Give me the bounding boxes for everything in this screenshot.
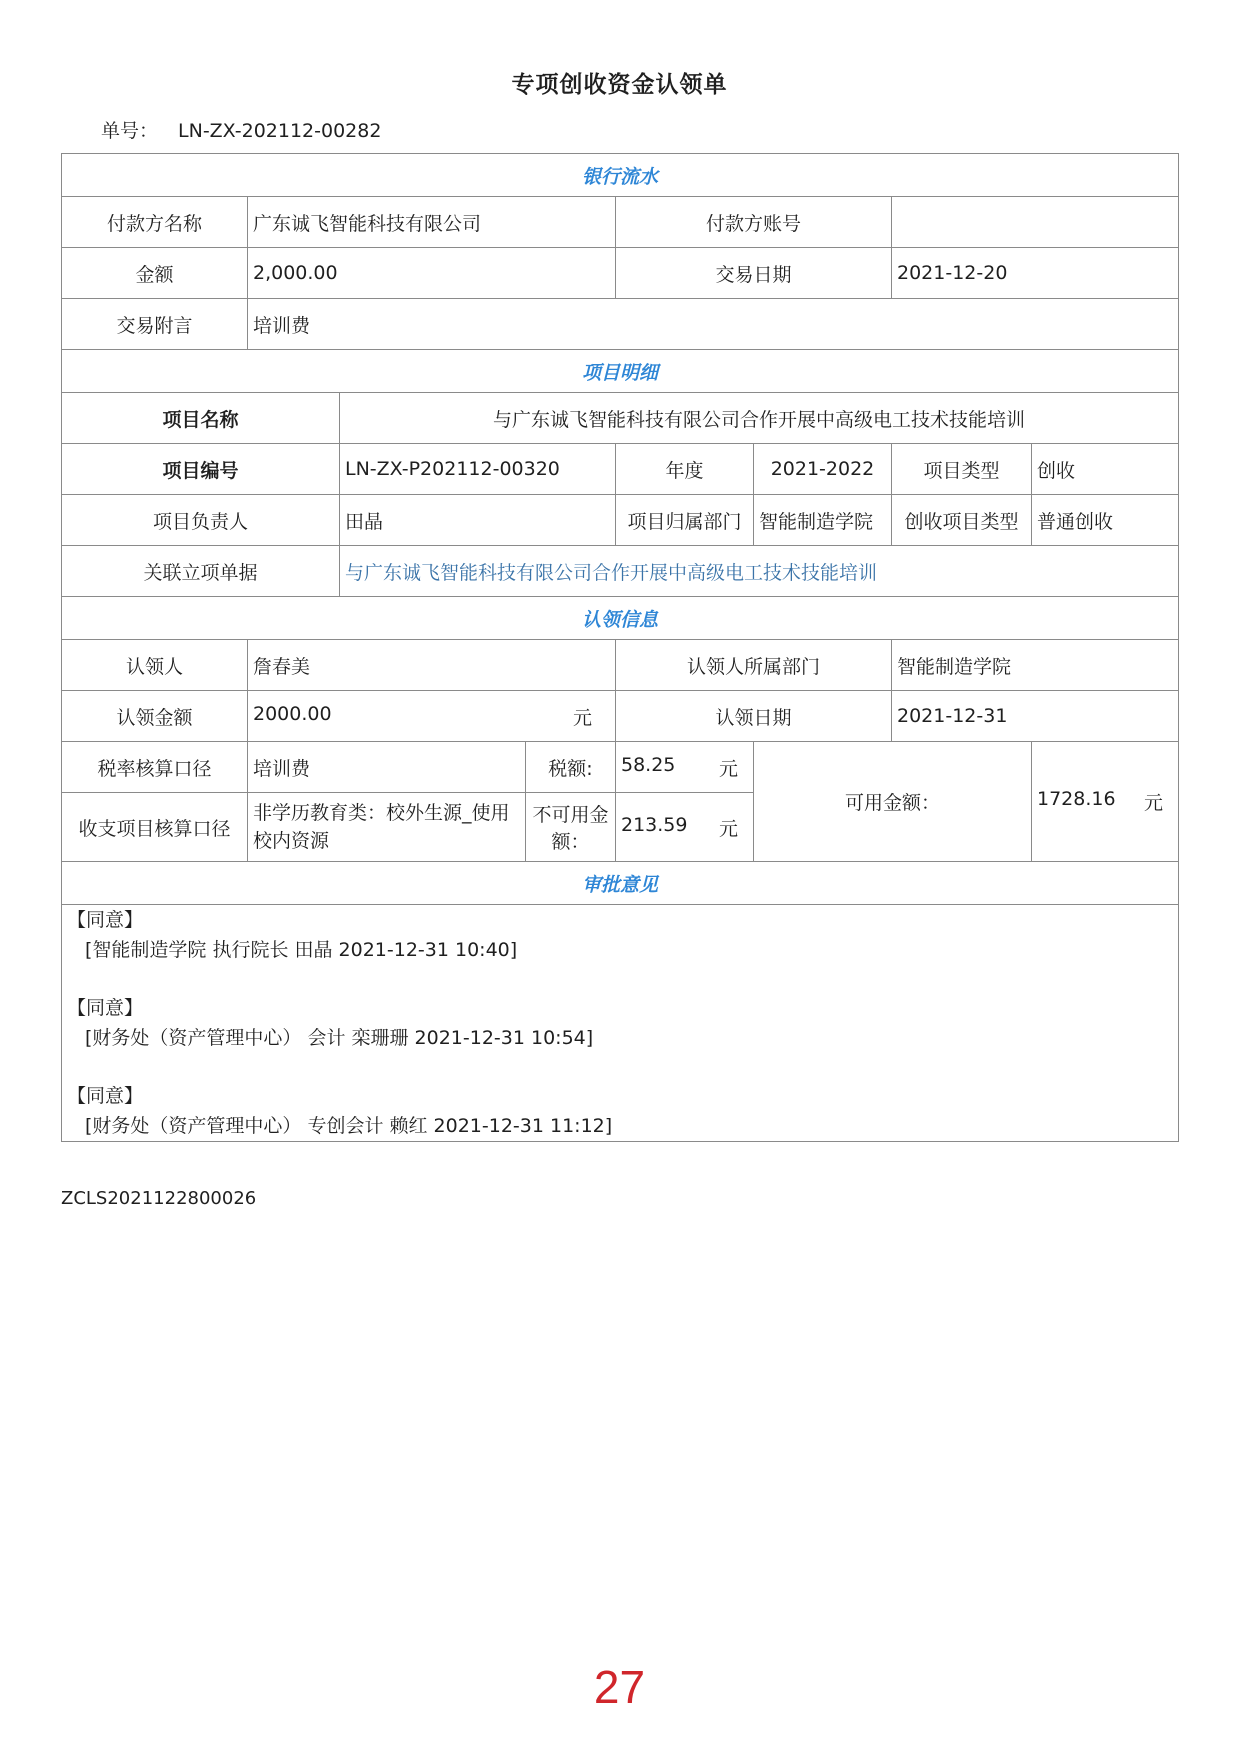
approval-result: 【同意】 <box>67 997 144 1019</box>
tax-cell <box>616 742 754 793</box>
serial-number: ZCLS2021122800026 <box>61 1188 257 1209</box>
approval-detail: [财务处（资产管理中心） 会计 栾珊珊 2021-12-31 10:54] <box>85 1027 594 1049</box>
claim-form-table <box>61 153 1179 1142</box>
payer-name-label: 付款方名称 <box>62 197 248 248</box>
trade-date-value: 2021-12-20 <box>892 248 1179 299</box>
payer-name-value: 广东诚飞智能科技有限公司 <box>248 197 616 248</box>
available-cell <box>1032 742 1179 862</box>
tax-basis-label: 税率核算口径 <box>62 742 248 793</box>
project-dept-value: 智能制造学院 <box>754 495 892 546</box>
page-number: 27 <box>593 1661 646 1713</box>
approval-result: 【同意】 <box>67 909 144 931</box>
page-title: 专项创收资金认领单 <box>511 72 728 98</box>
available-value: 1728.16 <box>1037 788 1116 810</box>
payer-account-label: 付款方账号 <box>616 197 892 248</box>
claimant-dept-label: 认领人所属部门 <box>616 640 892 691</box>
project-owner-label: 项目负责人 <box>62 495 340 546</box>
unavailable-unit: 元 <box>718 817 738 840</box>
claim-amount-cell <box>248 691 616 742</box>
unavailable-cell <box>616 793 754 862</box>
amount-label: 金额 <box>62 248 248 299</box>
claim-amount-label: 认领金额 <box>62 691 248 742</box>
trade-date-label: 交易日期 <box>616 248 892 299</box>
project-dept-label: 项目归属部门 <box>616 495 754 546</box>
tax-label: 税额: <box>526 742 616 793</box>
approval-item <box>67 1081 1173 1141</box>
tax-value: 58.25 <box>621 753 676 776</box>
claim-date-value: 2021-12-31 <box>892 691 1179 742</box>
section-claim-info: 认领信息 <box>62 597 1179 640</box>
claimant-dept-value: 智能制造学院 <box>892 640 1179 691</box>
section-project-detail: 项目明细 <box>62 350 1179 393</box>
year-label: 年度 <box>616 444 754 495</box>
unavailable-label: 不可用金额： <box>526 793 616 862</box>
claimant-label: 认领人 <box>62 640 248 691</box>
approval-list <box>62 905 1179 1142</box>
form-number-label: 单号： <box>101 120 159 142</box>
project-owner-value: 田晶 <box>340 495 616 546</box>
form-number <box>101 116 381 143</box>
linked-doc-label: 关联立项单据 <box>62 546 340 597</box>
income-type-value: 普通创收 <box>1032 495 1179 546</box>
linked-doc-link[interactable]: 与广东诚飞智能科技有限公司合作开展中高级电工技术技能培训 <box>340 546 1179 597</box>
tax-unit: 元 <box>718 757 738 780</box>
amount-value: 2,000.00 <box>248 248 616 299</box>
budget-basis-label: 收支项目核算口径 <box>62 793 248 862</box>
claim-amount-unit: 元 <box>572 706 592 729</box>
approval-detail: [智能制造学院 执行院长 田晶 2021-12-31 10:40] <box>85 939 518 961</box>
unavailable-value: 213.59 <box>621 813 688 836</box>
approval-item <box>67 905 1173 965</box>
payer-account-value <box>892 197 1179 248</box>
approval-item <box>67 993 1173 1053</box>
project-code-value: LN-ZX-P202112-00320 <box>340 444 616 495</box>
income-type-label: 创收项目类型 <box>892 495 1032 546</box>
section-approval: 审批意见 <box>62 862 1179 905</box>
available-label: 可用金额： <box>754 742 1032 862</box>
project-code-label: 项目编号 <box>62 444 340 495</box>
project-name-value: 与广东诚飞智能科技有限公司合作开展中高级电工技术技能培训 <box>340 393 1179 444</box>
approval-detail: [财务处（资产管理中心） 专创会计 赖红 2021-12-31 11:12] <box>85 1115 613 1137</box>
project-name-label: 项目名称 <box>62 393 340 444</box>
claim-amount-value: 2000.00 <box>253 702 332 725</box>
year-value: 2021-2022 <box>754 444 892 495</box>
trade-note-value: 培训费 <box>248 299 1179 350</box>
trade-note-label: 交易附言 <box>62 299 248 350</box>
tax-basis-value: 培训费 <box>248 742 526 793</box>
approval-result: 【同意】 <box>67 1085 144 1107</box>
budget-basis-value: 非学历教育类：校外生源_使用校内资源 <box>248 793 526 862</box>
project-type-label: 项目类型 <box>892 444 1032 495</box>
section-bank-flow: 银行流水 <box>62 154 1179 197</box>
claim-date-label: 认领日期 <box>616 691 892 742</box>
claimant-value: 詹春美 <box>248 640 616 691</box>
available-unit: 元 <box>1144 792 1164 814</box>
project-type-value: 创收 <box>1032 444 1179 495</box>
form-number-value: LN-ZX-202112-00282 <box>178 120 382 142</box>
